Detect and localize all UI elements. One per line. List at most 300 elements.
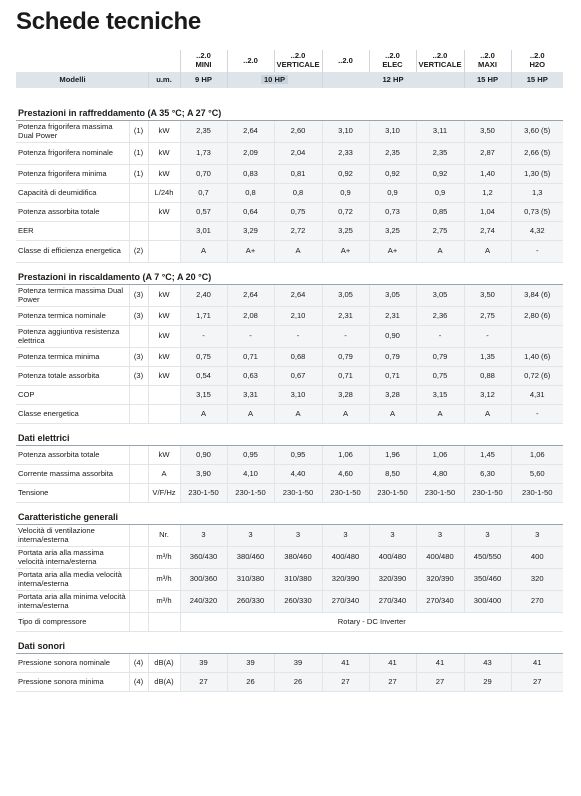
spacer bbox=[16, 692, 563, 700]
row-note bbox=[129, 446, 148, 465]
section-title-row bbox=[16, 510, 563, 525]
row-value: 0,73 bbox=[369, 203, 416, 222]
row-label: Velocità di ventilazione interna/esterna bbox=[16, 525, 129, 547]
unit-label: u.m. bbox=[148, 72, 180, 88]
row-value: 2,80 (6) bbox=[511, 307, 563, 326]
row-label: Pressione sonora minima bbox=[16, 673, 129, 692]
row-note: (3) bbox=[129, 307, 148, 326]
row-value: 2,10 bbox=[274, 307, 322, 326]
spacer bbox=[16, 632, 563, 640]
row-value: - bbox=[464, 326, 511, 348]
hp-label: 9 HP bbox=[195, 74, 212, 84]
row-label: COP bbox=[16, 386, 129, 405]
table-row bbox=[16, 484, 563, 503]
model-variant: MINI bbox=[195, 60, 212, 69]
row-value: 310/380 bbox=[274, 569, 322, 591]
row-value: 3 bbox=[416, 525, 464, 547]
row-value: 2,31 bbox=[322, 307, 369, 326]
row-value: 3 bbox=[369, 525, 416, 547]
row-value: 320/390 bbox=[416, 569, 464, 591]
row-value: A bbox=[180, 241, 227, 263]
table-row bbox=[16, 184, 563, 203]
row-value: 0,81 bbox=[274, 165, 322, 184]
row-value: 2,40 bbox=[180, 285, 227, 307]
row-value: 0,9 bbox=[416, 184, 464, 203]
row-label: Potenza totale assorbita bbox=[16, 367, 129, 386]
row-value: 4,32 bbox=[511, 222, 563, 241]
row-value: 3,29 bbox=[227, 222, 274, 241]
row-value: 3,28 bbox=[322, 386, 369, 405]
row-value: 1,06 bbox=[511, 446, 563, 465]
row-value: 0,79 bbox=[416, 348, 464, 367]
row-value: - bbox=[511, 241, 563, 263]
row-value: 43 bbox=[464, 654, 511, 673]
row-value: 230-1-50 bbox=[416, 484, 464, 503]
row-label: Portata aria alla massima velocità interna/esterna bbox=[16, 547, 129, 569]
row-value: 450/550 bbox=[464, 547, 511, 569]
row-note: (3) bbox=[129, 285, 148, 307]
row-value: - bbox=[416, 326, 464, 348]
row-value: A bbox=[464, 405, 511, 424]
row-value: 27 bbox=[180, 673, 227, 692]
table-row bbox=[16, 673, 563, 692]
row-value: 0,70 bbox=[180, 165, 227, 184]
row-value: 3,05 bbox=[369, 285, 416, 307]
row-value: 260/330 bbox=[274, 591, 322, 613]
hp-cell bbox=[322, 72, 464, 88]
row-value: 3,05 bbox=[416, 285, 464, 307]
row-unit: m³/h bbox=[148, 591, 180, 613]
row-value: 3,31 bbox=[227, 386, 274, 405]
row-value: 3 bbox=[511, 525, 563, 547]
model-series: ..2.0 bbox=[290, 51, 306, 61]
row-label: Pressione sonora nominale bbox=[16, 654, 129, 673]
row-value: 1,45 bbox=[464, 446, 511, 465]
model-names-row bbox=[16, 50, 563, 72]
row-value: 230-1-50 bbox=[369, 484, 416, 503]
row-value: 6,30 bbox=[464, 465, 511, 484]
row-value: 3,90 bbox=[180, 465, 227, 484]
row-value: 1,04 bbox=[464, 203, 511, 222]
row-value: 0,63 bbox=[227, 367, 274, 386]
row-unit bbox=[148, 386, 180, 405]
section-title-row bbox=[16, 639, 563, 654]
row-value: 0,75 bbox=[416, 367, 464, 386]
row-label: Classe di efficienza energetica bbox=[16, 241, 129, 263]
row-value: 0,90 bbox=[369, 326, 416, 348]
row-label: Potenza termica massima Dual Power bbox=[16, 285, 129, 307]
section-title: Prestazioni in riscaldamento (A 7 °C; A 20 °C) bbox=[16, 270, 563, 285]
row-value: 400 bbox=[511, 547, 563, 569]
header-spacer bbox=[16, 50, 180, 72]
row-value: 0,71 bbox=[227, 348, 274, 367]
row-value: 300/400 bbox=[464, 591, 511, 613]
row-value: 3,28 bbox=[369, 386, 416, 405]
spacer bbox=[16, 424, 563, 432]
row-value: 0,67 bbox=[274, 367, 322, 386]
row-value: A bbox=[369, 405, 416, 424]
row-value: 5,60 bbox=[511, 465, 563, 484]
header-row bbox=[16, 72, 563, 88]
row-value: 8,50 bbox=[369, 465, 416, 484]
model-name bbox=[274, 50, 322, 72]
row-label: Potenza termica nominale bbox=[16, 307, 129, 326]
row-value: 26 bbox=[274, 673, 322, 692]
row-note bbox=[129, 569, 148, 591]
row-value: 0,92 bbox=[369, 165, 416, 184]
row-value: A bbox=[274, 405, 322, 424]
table-row bbox=[16, 654, 563, 673]
row-value: 230-1-50 bbox=[322, 484, 369, 503]
row-value: 3 bbox=[464, 525, 511, 547]
row-value: 320/390 bbox=[369, 569, 416, 591]
row-value: 2,35 bbox=[180, 121, 227, 143]
model-variant: H2O bbox=[529, 60, 546, 69]
table-row bbox=[16, 241, 563, 263]
hp-cell bbox=[464, 72, 511, 88]
row-value: 1,40 (6) bbox=[511, 348, 563, 367]
row-value: 0,79 bbox=[322, 348, 369, 367]
row-value: 0,95 bbox=[274, 446, 322, 465]
row-value: 0,71 bbox=[322, 367, 369, 386]
row-value: A bbox=[274, 241, 322, 263]
row-note: (4) bbox=[129, 654, 148, 673]
row-value: 2,33 bbox=[322, 143, 369, 165]
row-value: 400/480 bbox=[416, 547, 464, 569]
row-value: 350/460 bbox=[464, 569, 511, 591]
row-value: 230-1-50 bbox=[180, 484, 227, 503]
row-value: 41 bbox=[511, 654, 563, 673]
model-name bbox=[322, 50, 369, 72]
row-value: 0,8 bbox=[227, 184, 274, 203]
row-label: Portata aria alla minima velocità interna/esterna bbox=[16, 591, 129, 613]
row-value: 29 bbox=[464, 673, 511, 692]
row-value: 3,15 bbox=[416, 386, 464, 405]
row-value: 2,36 bbox=[416, 307, 464, 326]
row-unit bbox=[148, 613, 180, 632]
table-row bbox=[16, 569, 563, 591]
row-value: 3 bbox=[274, 525, 322, 547]
row-value: 3,60 (5) bbox=[511, 121, 563, 143]
table-row bbox=[16, 525, 563, 547]
section-title: Prestazioni in raffreddamento (A 35 °C; A 27 °C) bbox=[16, 106, 563, 121]
row-value: 270/340 bbox=[416, 591, 464, 613]
table-row bbox=[16, 143, 563, 165]
row-value: 0,95 bbox=[227, 446, 274, 465]
row-value: 380/460 bbox=[274, 547, 322, 569]
row-value: A+ bbox=[369, 241, 416, 263]
row-value: 2,64 bbox=[227, 121, 274, 143]
row-value: 230-1-50 bbox=[511, 484, 563, 503]
row-label: Tensione bbox=[16, 484, 129, 503]
row-label: Corrente massima assorbita bbox=[16, 465, 129, 484]
row-value: 39 bbox=[227, 654, 274, 673]
row-value: 3,01 bbox=[180, 222, 227, 241]
row-value: 4,80 bbox=[416, 465, 464, 484]
row-value: 1,96 bbox=[369, 446, 416, 465]
row-span-value: Rotary - DC Inverter bbox=[180, 613, 563, 632]
row-value: 3,84 (6) bbox=[511, 285, 563, 307]
row-note: (1) bbox=[129, 143, 148, 165]
row-value: 3,50 bbox=[464, 285, 511, 307]
row-value: 2,31 bbox=[369, 307, 416, 326]
section-title-row bbox=[16, 270, 563, 285]
row-value: 3,50 bbox=[464, 121, 511, 143]
row-value: 2,35 bbox=[369, 143, 416, 165]
row-value: 270/340 bbox=[369, 591, 416, 613]
row-value: 3,10 bbox=[369, 121, 416, 143]
row-value: 2,60 bbox=[274, 121, 322, 143]
row-unit: kW bbox=[148, 203, 180, 222]
row-value: 270 bbox=[511, 591, 563, 613]
row-label: Capacità di deumidifica bbox=[16, 184, 129, 203]
row-value: 41 bbox=[322, 654, 369, 673]
row-value: 0,75 bbox=[274, 203, 322, 222]
table-row bbox=[16, 307, 563, 326]
row-value: 0,57 bbox=[180, 203, 227, 222]
hp-cell bbox=[511, 72, 563, 88]
hp-cell bbox=[180, 72, 227, 88]
model-name bbox=[227, 50, 274, 72]
row-unit: V/F/Hz bbox=[148, 484, 180, 503]
row-unit bbox=[148, 222, 180, 241]
row-label: Classe energetica bbox=[16, 405, 129, 424]
row-value: - bbox=[322, 326, 369, 348]
row-unit: m³/h bbox=[148, 547, 180, 569]
spacer bbox=[16, 503, 563, 511]
row-value: 0,75 bbox=[180, 348, 227, 367]
model-variant: ELEC bbox=[382, 60, 403, 69]
row-note bbox=[129, 613, 148, 632]
row-label: EER bbox=[16, 222, 129, 241]
row-label: Potenza frigorifera nominale bbox=[16, 143, 129, 165]
model-variant: VERTICALE bbox=[276, 60, 320, 69]
row-value: 0,64 bbox=[227, 203, 274, 222]
row-value: - bbox=[227, 326, 274, 348]
row-value: A+ bbox=[322, 241, 369, 263]
row-label: Tipo di compressore bbox=[16, 613, 129, 632]
row-value: 2,08 bbox=[227, 307, 274, 326]
row-value: 2,04 bbox=[274, 143, 322, 165]
row-value: 2,66 (5) bbox=[511, 143, 563, 165]
row-unit: dB(A) bbox=[148, 654, 180, 673]
table-row bbox=[16, 465, 563, 484]
table-row bbox=[16, 222, 563, 241]
row-value: 0,72 bbox=[322, 203, 369, 222]
model-series: ..2.0 bbox=[480, 51, 495, 61]
row-value: 2,64 bbox=[227, 285, 274, 307]
table-row bbox=[16, 367, 563, 386]
row-note bbox=[129, 405, 148, 424]
row-value: 400/480 bbox=[322, 547, 369, 569]
row-value: 320 bbox=[511, 569, 563, 591]
row-note bbox=[129, 386, 148, 405]
row-unit: kW bbox=[148, 367, 180, 386]
model-series: ..2.0 bbox=[243, 55, 258, 65]
model-label: Modelli bbox=[16, 72, 129, 88]
row-note bbox=[129, 222, 148, 241]
row-value: 0,8 bbox=[274, 184, 322, 203]
row-value: 0,90 bbox=[180, 446, 227, 465]
hp-label: 10 HP bbox=[261, 75, 288, 84]
table-row bbox=[16, 591, 563, 613]
row-unit bbox=[148, 241, 180, 263]
row-value: 27 bbox=[369, 673, 416, 692]
model-variant: MAXI bbox=[478, 60, 497, 69]
table-row bbox=[16, 547, 563, 569]
row-note: (3) bbox=[129, 348, 148, 367]
row-label: Potenza assorbita totale bbox=[16, 203, 129, 222]
row-label: Potenza frigorifera massima Dual Power bbox=[16, 121, 129, 143]
row-value: 1,30 (5) bbox=[511, 165, 563, 184]
table-row bbox=[16, 203, 563, 222]
row-value: 2,87 bbox=[464, 143, 511, 165]
row-value: 1,3 bbox=[511, 184, 563, 203]
model-variant: VERTICALE bbox=[418, 60, 462, 69]
row-value: 400/480 bbox=[369, 547, 416, 569]
row-value: 4,60 bbox=[322, 465, 369, 484]
row-note: (4) bbox=[129, 673, 148, 692]
row-value: 0,9 bbox=[369, 184, 416, 203]
row-value: A bbox=[416, 405, 464, 424]
row-note bbox=[129, 547, 148, 569]
row-value: 0,79 bbox=[369, 348, 416, 367]
row-label: Potenza frigorifera minima bbox=[16, 165, 129, 184]
row-value: 240/320 bbox=[180, 591, 227, 613]
row-unit: kW bbox=[148, 165, 180, 184]
row-unit bbox=[148, 405, 180, 424]
hp-cell bbox=[227, 72, 322, 88]
row-unit: L/24h bbox=[148, 184, 180, 203]
specs-table bbox=[16, 50, 563, 699]
row-unit: kW bbox=[148, 348, 180, 367]
header-note-cell bbox=[129, 72, 148, 88]
row-value: A bbox=[227, 405, 274, 424]
row-label: Potenza aggiuntiva resistenza elettrica bbox=[16, 326, 129, 348]
row-value: A bbox=[416, 241, 464, 263]
row-value: 27 bbox=[322, 673, 369, 692]
row-unit: kW bbox=[148, 285, 180, 307]
row-value: 3,25 bbox=[369, 222, 416, 241]
model-series: ..2.0 bbox=[432, 51, 448, 61]
row-value: 0,85 bbox=[416, 203, 464, 222]
row-value: 3 bbox=[227, 525, 274, 547]
row-note: (3) bbox=[129, 367, 148, 386]
row-value: 1,06 bbox=[322, 446, 369, 465]
model-series: ..2.0 bbox=[385, 51, 400, 61]
row-value: - bbox=[274, 326, 322, 348]
row-value: 26 bbox=[227, 673, 274, 692]
row-label: Potenza termica minima bbox=[16, 348, 129, 367]
row-value: 230-1-50 bbox=[274, 484, 322, 503]
model-name bbox=[416, 50, 464, 72]
model-series: ..2.0 bbox=[196, 51, 211, 61]
row-value: A bbox=[464, 241, 511, 263]
row-value: 3,10 bbox=[322, 121, 369, 143]
row-value: 0,54 bbox=[180, 367, 227, 386]
row-label: Potenza assorbita totale bbox=[16, 446, 129, 465]
table-row bbox=[16, 285, 563, 307]
spacer bbox=[16, 88, 563, 106]
row-value: 0,83 bbox=[227, 165, 274, 184]
row-note bbox=[129, 465, 148, 484]
row-value: 0,88 bbox=[464, 367, 511, 386]
row-value: 3,15 bbox=[180, 386, 227, 405]
section-title-row bbox=[16, 431, 563, 446]
row-value bbox=[511, 326, 563, 348]
table-row bbox=[16, 446, 563, 465]
row-value: 3,12 bbox=[464, 386, 511, 405]
table-row bbox=[16, 326, 563, 348]
row-value: 3,25 bbox=[322, 222, 369, 241]
row-value: 3 bbox=[180, 525, 227, 547]
model-series: ..2.0 bbox=[529, 51, 545, 61]
row-value: 2,74 bbox=[464, 222, 511, 241]
row-value: 380/460 bbox=[227, 547, 274, 569]
row-value: 4,31 bbox=[511, 386, 563, 405]
spacer bbox=[16, 263, 563, 271]
row-value: 1,71 bbox=[180, 307, 227, 326]
row-unit: m³/h bbox=[148, 569, 180, 591]
row-value: A+ bbox=[227, 241, 274, 263]
hp-label: 15 HP bbox=[476, 74, 499, 84]
row-note bbox=[129, 184, 148, 203]
row-value: 2,09 bbox=[227, 143, 274, 165]
row-value: 0,68 bbox=[274, 348, 322, 367]
row-value: 0,92 bbox=[416, 165, 464, 184]
row-value: 230-1-50 bbox=[464, 484, 511, 503]
row-value: 270/340 bbox=[322, 591, 369, 613]
row-value: 0,71 bbox=[369, 367, 416, 386]
row-value: 3,11 bbox=[416, 121, 464, 143]
row-unit: kW bbox=[148, 446, 180, 465]
model-name bbox=[511, 50, 563, 72]
row-value: 2,64 bbox=[274, 285, 322, 307]
row-value: 320/390 bbox=[322, 569, 369, 591]
row-note bbox=[129, 203, 148, 222]
row-value: 2,75 bbox=[416, 222, 464, 241]
section-title: Dati elettrici bbox=[16, 431, 563, 446]
row-value: 0,92 bbox=[322, 165, 369, 184]
row-note: (1) bbox=[129, 121, 148, 143]
page-title: Schede tecniche bbox=[16, 8, 201, 35]
row-value: 3,05 bbox=[322, 285, 369, 307]
hp-label: 12 HP bbox=[382, 74, 404, 84]
model-series: ..2.0 bbox=[338, 55, 353, 65]
row-value: 4,40 bbox=[274, 465, 322, 484]
model-name bbox=[180, 50, 227, 72]
row-note bbox=[129, 525, 148, 547]
row-value: 0,72 (6) bbox=[511, 367, 563, 386]
row-value: 27 bbox=[416, 673, 464, 692]
row-value: 1,06 bbox=[416, 446, 464, 465]
row-value: 41 bbox=[369, 654, 416, 673]
row-value: 2,72 bbox=[274, 222, 322, 241]
row-value: - bbox=[511, 405, 563, 424]
row-value: 3 bbox=[322, 525, 369, 547]
row-note bbox=[129, 484, 148, 503]
table-row bbox=[16, 405, 563, 424]
row-value: 4,10 bbox=[227, 465, 274, 484]
row-value: 1,40 bbox=[464, 165, 511, 184]
row-value: 300/360 bbox=[180, 569, 227, 591]
row-value: 3,10 bbox=[274, 386, 322, 405]
table-row bbox=[16, 613, 563, 632]
row-value: 2,35 bbox=[416, 143, 464, 165]
row-value: 310/380 bbox=[227, 569, 274, 591]
row-value: 0,7 bbox=[180, 184, 227, 203]
row-unit: kW bbox=[148, 326, 180, 348]
